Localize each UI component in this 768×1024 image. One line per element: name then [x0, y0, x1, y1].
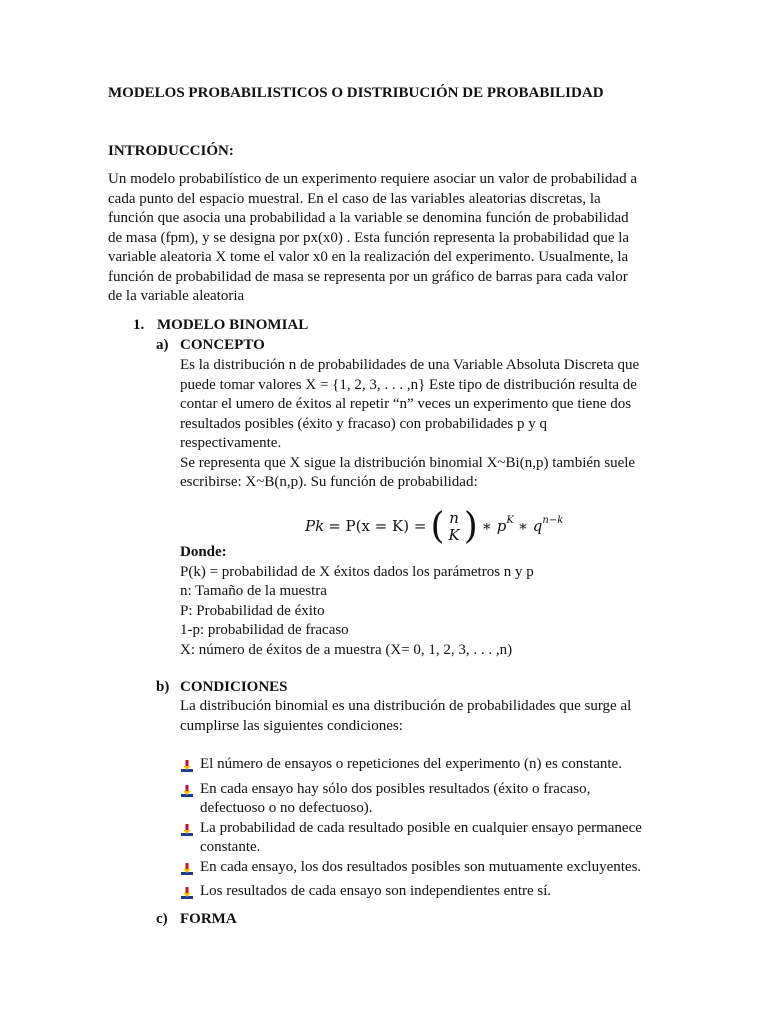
list-item: [180, 858, 660, 883]
list-item: [180, 755, 660, 780]
list-item-line: La probabilidad de cada resultado posible en cualquier ensayo permanece: [200, 819, 642, 836]
right-paren: ): [463, 506, 478, 547]
list-item-text: [200, 819, 660, 858]
list-item-text: [200, 882, 660, 902]
list-item-line: El número de ensayos o repeticiones del experimento (n) es constante.: [200, 756, 622, 772]
condiciones-line: La distribución binomial es una distribución de probabilidades que surge al: [180, 698, 632, 714]
formula-p-term: [482, 517, 514, 537]
binom-bottom: K: [448, 526, 460, 544]
intro-heading: INTRODUCCIÓN:: [108, 143, 234, 159]
subsection-label: c): [156, 911, 168, 927]
left-paren: (: [430, 506, 445, 547]
concepto-line: puede tomar valores X = {1, 2, 3, . . . ,n} Este tipo de distribución resulta de: [180, 376, 637, 393]
arrow-down-bullet-icon: [180, 780, 200, 805]
list-item-line: En cada ensayo, los dos resultados posibles son mutuamente excluyentes.: [200, 858, 642, 875]
subsection-title: FORMA: [180, 911, 237, 927]
intro-paragraph: [108, 170, 663, 307]
donde-line: X: número de éxitos de a muestra (X= 0, 1, 2, 3, . . . ,n): [180, 641, 513, 658]
binomial-coefficient: [448, 510, 459, 544]
donde-block: [180, 543, 660, 660]
arrow-down-bullet-icon: [180, 858, 200, 883]
subsection-heading-concepto: [156, 336, 265, 356]
section-heading-modelo-binomial: [133, 316, 308, 336]
arrow-down-bullet-icon: [180, 819, 200, 844]
list-item-text: [200, 858, 660, 878]
formula-equals: = P(x = K) =: [328, 517, 427, 536]
formula-q: ∗ q: [517, 517, 543, 536]
subsection-label: b): [156, 679, 170, 695]
subsection-label: a): [156, 337, 169, 353]
list-item-text: [200, 755, 660, 775]
condiciones-line: cumplirse las siguientes condiciones:: [180, 717, 403, 734]
intro-line: Un modelo probabilístico de un experimento requiere asociar un valor de probabilidad a: [108, 171, 637, 187]
binom-top: n: [449, 509, 459, 527]
intro-line: de la variable aleatoria: [108, 288, 245, 304]
arrow-down-bullet-icon: [180, 882, 200, 907]
donde-line: P: Probabilidad de éxito: [180, 602, 325, 619]
arrow-down-bullet-icon: [180, 755, 200, 780]
donde-line: P(k) = probabilidad de X éxitos dados los parámetros n y p: [180, 563, 534, 580]
conditions-list: [180, 755, 660, 907]
formula-p-exponent: K: [506, 515, 514, 527]
intro-line: función de probabilidad de masa se representa por un gráfico de barras para cada valor: [108, 268, 628, 285]
section-number: 1.: [133, 317, 145, 333]
donde-line: n: Tamaño de la muestra: [180, 583, 327, 599]
concepto-line: Se representa que X sigue la distribución binomial X~Bi(n,p) también suele: [180, 454, 636, 471]
concepto-line: escribirse: X~B(n,p). Su función de probabilidad:: [180, 474, 478, 490]
concepto-line: respectivamente.: [180, 435, 282, 451]
formula-q-exponent: n−k: [542, 515, 564, 527]
concepto-paragraph: [180, 356, 660, 493]
subsection-heading-condiciones: [156, 678, 288, 698]
intro-line: variable aleatoria X tome el valor x0 en la realización del experimento. Usualmente, la: [108, 249, 629, 265]
intro-line: de masa (fpm), y se designa por px(x0) . Esta función representa la probabilidad que la: [108, 229, 630, 246]
intro-line: función que asocia una probabilidad a la variable se denomina función de probabilidad: [108, 210, 629, 226]
formula-lhs: Pk: [305, 517, 325, 536]
section-title: MODELO BINOMIAL: [157, 317, 309, 333]
list-item: [180, 819, 660, 858]
concepto-line: resultados posibles (éxito y fracaso) con probabilidades p y q: [180, 415, 547, 432]
list-item: [180, 780, 660, 819]
subsection-heading-forma: [156, 910, 237, 930]
list-item: [180, 882, 660, 907]
document-title: MODELOS PROBABILISTICOS O DISTRIBUCIÓN DE PROBABILIDAD: [108, 85, 604, 101]
concepto-line: Es la distribución n de probabilidades de una Variable Absoluta Discreta que: [180, 357, 640, 373]
intro-line: cada punto del espacio muestral. En el caso de las variables aleatorias discretas, la: [108, 190, 601, 207]
concepto-line: contar el umero de éxitos al repetir “n” veces un experimento que tiene dos: [180, 396, 632, 412]
formula-p: ∗ p: [481, 517, 507, 536]
formula-q-term: [518, 517, 563, 537]
list-item-text: [200, 780, 660, 819]
subsection-title: CONDICIONES: [180, 679, 288, 695]
condiciones-paragraph: [180, 697, 660, 736]
donde-line: 1-p: probabilidad de fracaso: [180, 622, 349, 638]
list-item-line: constante.: [200, 839, 261, 855]
subsection-title: CONCEPTO: [180, 337, 265, 353]
list-item-line: Los resultados de cada ensayo son independientes entre sí.: [200, 883, 552, 899]
list-item-line: En cada ensayo hay sólo dos posibles resultados (éxito o fracaso,: [200, 780, 591, 797]
donde-label: Donde:: [180, 544, 227, 560]
list-item-line: defectuoso o no defectuoso).: [200, 800, 373, 816]
